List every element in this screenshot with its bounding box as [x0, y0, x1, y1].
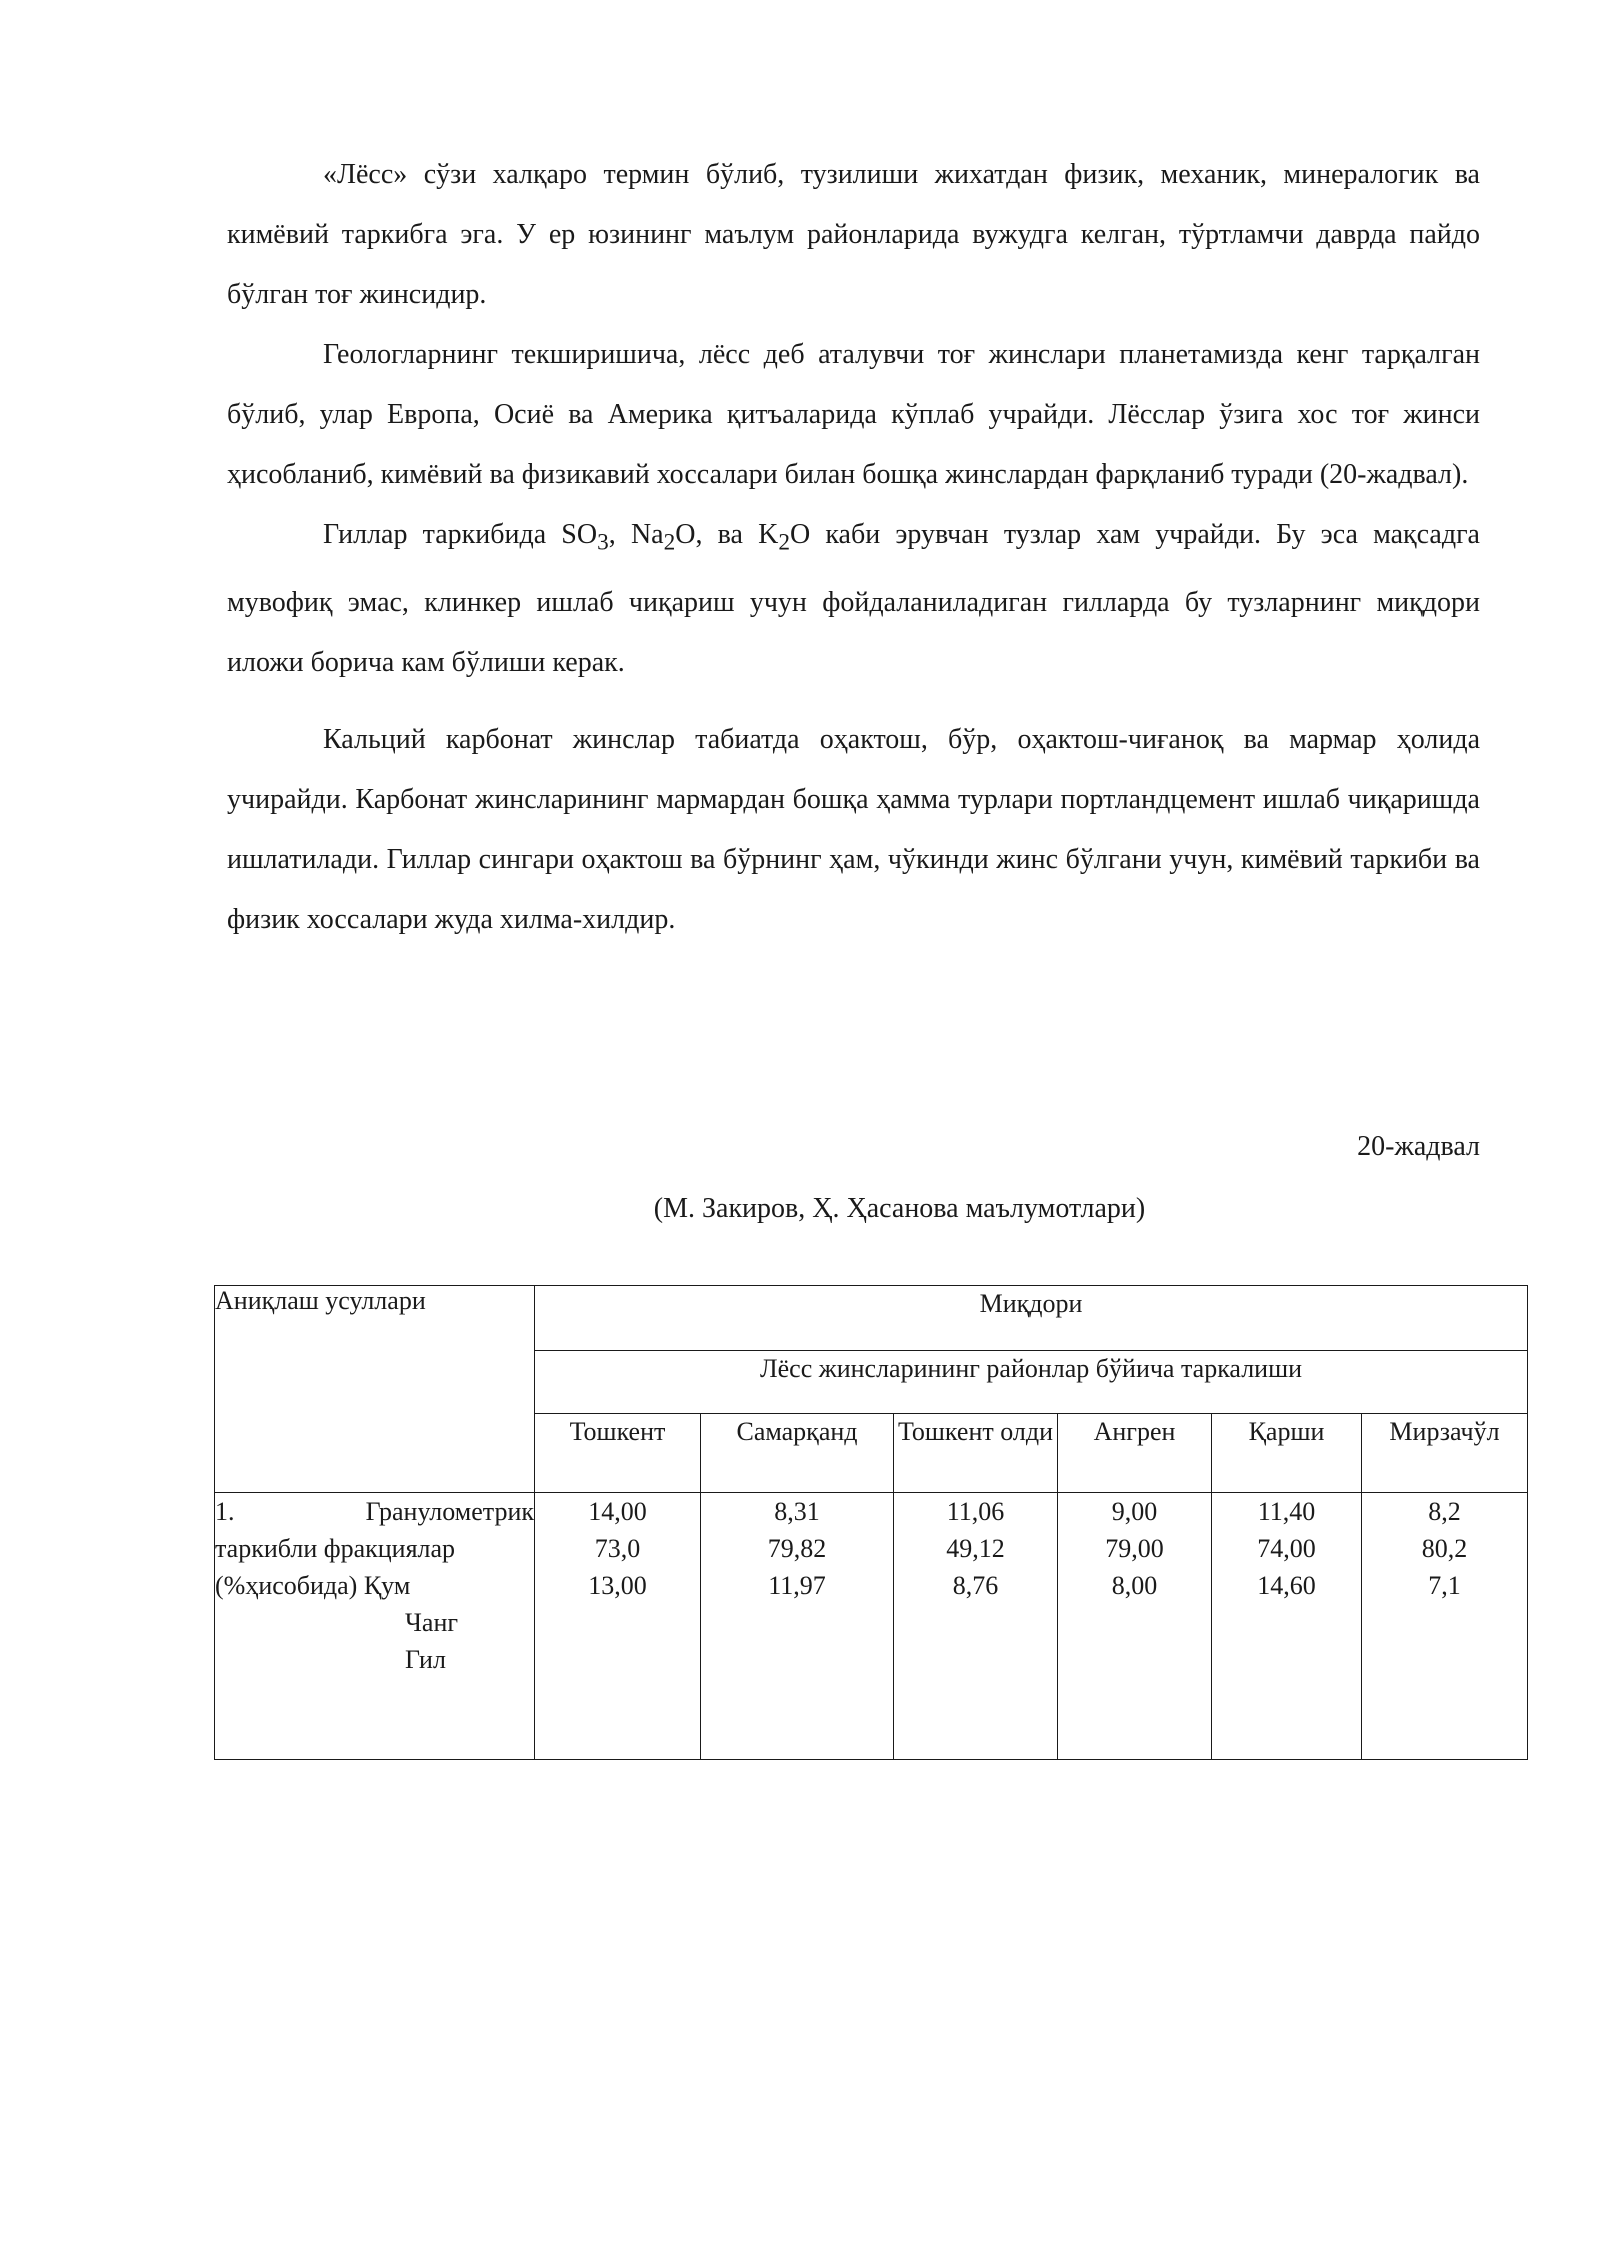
loess-granulometric-table — [214, 1285, 1528, 1760]
value: 11,06 — [946, 1497, 1005, 1526]
value: 73,0 — [594, 1534, 641, 1563]
paragraph-clay-salts — [227, 505, 1480, 693]
subscript: 2 — [663, 529, 676, 556]
value: 9,00 — [1111, 1497, 1158, 1526]
text-fragment: O каби эрувчан тузлар хам учрайди. Бу эса мақсадга мувофиқ эмас, клинкер ишлаб чиқариш учун фойдаланиладиган гилларда бу тузларнинг миқдори иложи борича кам бўлиши керак. — [227, 519, 1480, 678]
method-number: 1. — [215, 1497, 235, 1526]
method-cell — [215, 1493, 535, 1760]
region-header-cell: Тошкент олди — [894, 1414, 1058, 1493]
value-cell — [1362, 1493, 1528, 1760]
value-cell — [894, 1493, 1058, 1760]
value: 14,60 — [1257, 1571, 1316, 1600]
value-cell — [1212, 1493, 1362, 1760]
table-header-row — [215, 1286, 1528, 1351]
value: 80,2 — [1421, 1534, 1468, 1563]
method-name: таркибли фракциялар (%ҳисобида) Қум — [215, 1534, 456, 1600]
value: 8,00 — [1111, 1571, 1158, 1600]
distribution-header-cell: Лёсс жинсларининг районлар бўйича таркалиши — [535, 1351, 1528, 1414]
paragraph-calcium-carbonate: Кальций карбонат жинслар табиатда оҳактош, бўр, оҳактош-чиғаноқ ва мармар ҳолида учирайди. Карбонат жинсларининг мармардан бошқа ҳамма турлари портландцемент ишлаб чиқаришда ишлатилади. Гиллар сингари оҳактош ва бўрнинг ҳам, чўкинди жинс бўлгани учун, кимёвий таркиби ва физик хоссалари жуда хилма-хилдир. — [227, 723, 1480, 935]
body-text — [227, 145, 1480, 950]
value: 11,97 — [768, 1571, 826, 1600]
text-fragment: , Na — [608, 519, 664, 550]
method-header-cell: Аниқлаш усуллари — [215, 1286, 535, 1493]
value: 74,00 — [1257, 1534, 1316, 1563]
paragraph-loess-definition: «Лёсс» сўзи халқаро термин бўлиб, тузилиши жихатдан физик, механик, минералогик ва кимёвий таркибга эга. У ер юзининг маълум районларида вужудга келган, тўртламчи даврда пайдо бўлган тоғ жинсидир. — [227, 159, 1480, 310]
subscript: 3 — [597, 529, 609, 556]
text-fragment: O, ва K — [675, 519, 779, 550]
value: 7,1 — [1428, 1571, 1461, 1600]
value: 11,40 — [1257, 1497, 1316, 1526]
amount-header-cell: Миқдори — [535, 1286, 1528, 1351]
value: 8,2 — [1428, 1497, 1461, 1526]
value: 49,12 — [946, 1534, 1005, 1563]
region-header-cell: Самарқанд — [701, 1414, 894, 1493]
table-row — [215, 1493, 1528, 1760]
table-number: 20-жадвал — [1357, 1131, 1480, 1162]
value-cell — [535, 1493, 701, 1760]
value: 79,00 — [1105, 1534, 1164, 1563]
paragraph-loess-distribution: Геологларнинг текширишича, лёсс деб аталувчи тоғ жинслари планетамизда кенг тарқалган бўлиб, улар Европа, Осиё ва Америка қитъаларида кўплаб учрайди. Лёсслар ўзига хос тоғ жинси ҳисобланиб, кимёвий ва физикавий хоссалари билан бошқа жинслардан фарқланиб туради (20-жадвал). — [227, 339, 1480, 490]
value: 14,00 — [588, 1497, 647, 1526]
value: 8,76 — [952, 1571, 999, 1600]
value: 13,00 — [588, 1571, 647, 1600]
table-source: (М. Закиров, Ҳ. Ҳасанова маълумотлари) — [653, 1193, 1146, 1224]
value-cell — [701, 1493, 894, 1760]
subscript: 2 — [778, 529, 790, 556]
value: 8,31 — [774, 1497, 820, 1526]
method-title-line — [215, 1493, 534, 1530]
region-header-cell: Ангрен — [1058, 1414, 1212, 1493]
region-header-cell: Тошкент — [535, 1414, 701, 1493]
method-subrow-label: Чанг — [405, 1608, 459, 1637]
method-name-first-word: Гранулометрик — [365, 1497, 534, 1526]
region-header-cell: Қарши — [1212, 1414, 1362, 1493]
text-fragment: Гиллар таркибида SO — [323, 519, 598, 550]
method-subrow-label: Гил — [405, 1645, 446, 1674]
value: 79,82 — [767, 1534, 827, 1563]
value-cell — [1058, 1493, 1212, 1760]
region-header-cell: Мирзачўл — [1362, 1414, 1528, 1493]
